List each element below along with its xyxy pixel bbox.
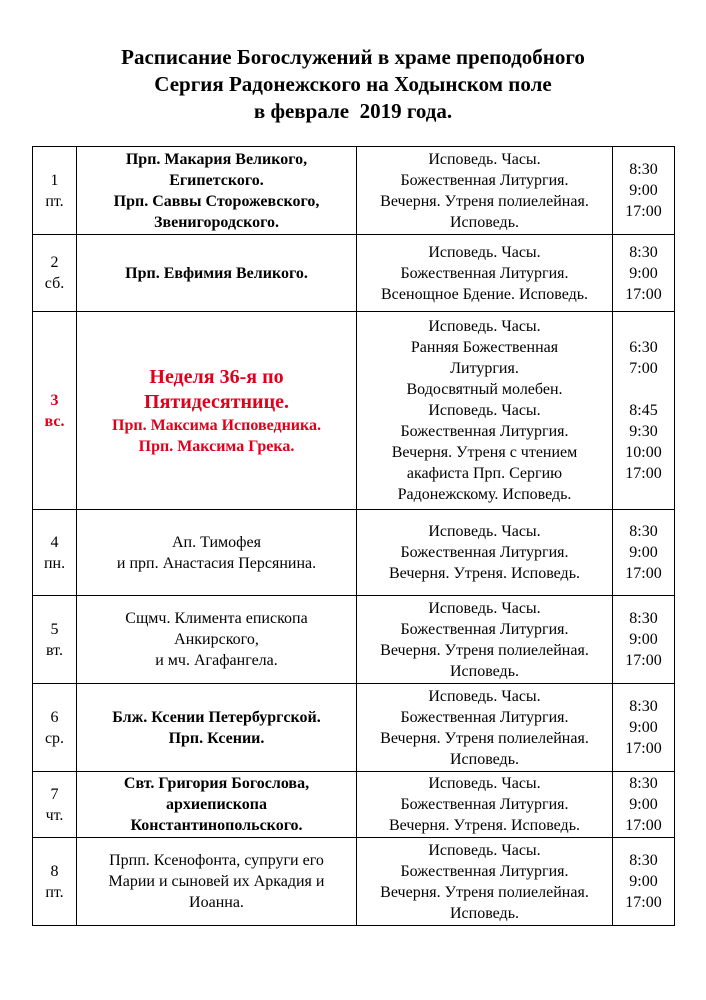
- title-line-2: Сергия Радонежского на Ходынском поле: [154, 72, 552, 96]
- service-line: Вечерня. Утреня полиелейная.: [380, 729, 589, 747]
- service-line: Божественная Литургия.: [400, 796, 569, 813]
- service-line: Исповедь. Часы.: [428, 402, 541, 419]
- service-line: Исповедь. Часы.: [428, 687, 541, 705]
- time-value: 17:00: [625, 817, 662, 834]
- date-cell: [33, 838, 77, 926]
- time-value: 17:00: [625, 652, 662, 669]
- time-value: 6:30: [629, 339, 658, 356]
- date-cell: [33, 147, 77, 235]
- day-number: 5: [50, 620, 59, 638]
- time-value: 8:30: [629, 161, 658, 178]
- service-line: Исповедь. Часы.: [428, 150, 541, 168]
- date-cell: [33, 235, 77, 312]
- feast-line: Прпп. Ксенофонта, супруги его: [109, 852, 324, 869]
- day-number: 4: [50, 533, 59, 551]
- feast-cell: [77, 312, 357, 510]
- date-cell: [33, 684, 77, 772]
- title-line-3: в феврале 2019 года.: [253, 99, 453, 123]
- feast-line: Прп. Евфимия Великого.: [125, 264, 308, 282]
- day-number: 7: [50, 785, 59, 803]
- times-cell: [613, 235, 675, 312]
- service-line: Исповедь. Часы.: [428, 841, 541, 859]
- feast-cell: [77, 838, 357, 926]
- table-row: [33, 312, 675, 510]
- weekday: ср.: [44, 729, 65, 747]
- time-value: 9:30: [629, 423, 658, 440]
- service-line: Вечерня. Утреня полиелейная.: [380, 641, 589, 659]
- service-line: Божественная Литургия.: [400, 862, 569, 880]
- service-line: Вечерня. Утреня полиелейная.: [380, 883, 589, 901]
- feast-cell: [77, 510, 357, 596]
- services-cell: [357, 312, 613, 510]
- day-number: 2: [50, 254, 59, 271]
- time-value: 9:00: [629, 264, 658, 282]
- service-line: Исповедь.: [449, 904, 519, 922]
- service-line: Всенощное Бдение. Исповедь.: [380, 285, 589, 303]
- service-line: Вечерня. Утреня с чтением: [391, 444, 578, 461]
- service-line: Исповедь.: [449, 662, 519, 680]
- feast-line: Анкирского,: [174, 631, 259, 648]
- weekday: вс.: [44, 412, 65, 430]
- service-line: Исповедь. Часы.: [428, 243, 541, 261]
- feast-line: Иоанна.: [189, 894, 244, 911]
- table-row: [33, 235, 675, 312]
- times-cell: [613, 510, 675, 596]
- table-row: [33, 147, 675, 235]
- time-value: 17:00: [625, 203, 662, 220]
- service-line: Божественная Литургия.: [400, 264, 569, 282]
- feast-line: Марии и сыновей их Аркадия и: [108, 873, 325, 890]
- feast-line: Прп. Саввы Сторожевского,: [113, 192, 320, 210]
- service-line: Литургия.: [450, 360, 519, 377]
- title-line-1: Расписание Богослужений в храме преподобного: [121, 45, 585, 69]
- feast-line: Прп. Максима Грека.: [138, 437, 295, 455]
- weekday: пн.: [43, 554, 66, 572]
- feast-cell: [77, 235, 357, 312]
- services-cell: [357, 510, 613, 596]
- feast-line: Константинопольского.: [130, 817, 303, 834]
- table-row: [33, 510, 675, 596]
- times-cell: [613, 312, 675, 510]
- feast-line: Прп. Ксении.: [168, 729, 265, 747]
- service-line: Исповедь.: [449, 750, 519, 768]
- feast-cell: [77, 772, 357, 838]
- date-cell: [33, 510, 77, 596]
- day-number: 6: [50, 708, 59, 726]
- time-value: 17:00: [625, 285, 662, 303]
- time-value: 8:30: [629, 610, 658, 627]
- table-row: [33, 596, 675, 684]
- weekday: пт.: [45, 192, 64, 210]
- service-line: Ранняя Божественная: [410, 339, 559, 356]
- table-row: [33, 772, 675, 838]
- times-cell: [613, 772, 675, 838]
- time-value: 17:00: [625, 740, 662, 757]
- feast-cell: [77, 596, 357, 684]
- time-value: [613, 379, 674, 400]
- times-cell: [613, 838, 675, 926]
- times-cell: [613, 596, 675, 684]
- feast-cell: [77, 147, 357, 235]
- time-value: 10:00: [625, 444, 662, 461]
- time-value: 8:30: [629, 698, 658, 715]
- service-line: акафиста Прп. Сергию: [406, 465, 563, 482]
- feast-line: Ап. Тимофея: [171, 533, 261, 551]
- feast-line: Свт. Григория Богослова,: [123, 775, 310, 792]
- time-value: 8:30: [629, 852, 658, 869]
- services-cell: [357, 838, 613, 926]
- service-line: Вечерня. Утреня. Исповедь.: [389, 817, 580, 834]
- time-value: 8:30: [629, 775, 658, 792]
- service-line: Божественная Литургия.: [400, 544, 569, 561]
- table-row: [33, 838, 675, 926]
- feast-title-line: Неделя 36-я по: [149, 365, 284, 388]
- service-line: Божественная Литургия.: [400, 620, 569, 638]
- time-value: 7:00: [629, 360, 658, 377]
- time-value: 8:45: [629, 402, 658, 419]
- time-value: 17:00: [625, 894, 662, 911]
- day-number: 3: [50, 391, 59, 409]
- time-value: 9:00: [629, 544, 658, 561]
- time-value: 9:00: [629, 631, 658, 648]
- times-cell: [613, 147, 675, 235]
- time-value: 8:30: [629, 523, 658, 540]
- date-cell: [33, 772, 77, 838]
- time-value: 9:00: [629, 873, 658, 890]
- feast-line: Египетского.: [169, 171, 264, 189]
- weekday: сб.: [44, 275, 65, 292]
- services-cell: [357, 596, 613, 684]
- feast-line: архиепископа: [166, 796, 267, 813]
- times-cell: [613, 684, 675, 772]
- service-line: Исповедь. Часы.: [428, 775, 541, 792]
- time-value: 17:00: [625, 565, 662, 582]
- time-value: 8:30: [629, 243, 658, 261]
- services-cell: [357, 684, 613, 772]
- service-line: Вечерня. Утреня. Исповедь.: [389, 565, 580, 582]
- weekday: чт.: [45, 806, 64, 824]
- date-cell: [33, 312, 77, 510]
- service-line: Исповедь. Часы.: [428, 599, 541, 617]
- service-line: Исповедь. Часы.: [428, 318, 541, 335]
- schedule-table: [32, 146, 675, 926]
- service-line: Радонежскому. Исповедь.: [397, 486, 572, 503]
- day-number: 8: [50, 862, 59, 880]
- service-line: Водосвятный молебен.: [406, 381, 563, 398]
- services-cell: [357, 147, 613, 235]
- feast-line: и мч. Агафангела.: [155, 652, 278, 669]
- time-value: 17:00: [625, 465, 662, 482]
- feast-line: Прп. Максима Исповедника.: [112, 416, 321, 434]
- time-value: 9:00: [629, 182, 658, 199]
- services-cell: [357, 772, 613, 838]
- time-value: 9:00: [629, 796, 658, 813]
- weekday: вт.: [46, 641, 63, 659]
- time-value: 9:00: [629, 719, 658, 736]
- feast-cell: [77, 684, 357, 772]
- feast-title-line: Пятидесятнице.: [144, 390, 289, 413]
- page-title: [0, 44, 706, 125]
- feast-line: и прп. Анастасия Персянина.: [116, 554, 317, 572]
- service-line: Божественная Литургия.: [400, 423, 569, 440]
- service-line: Божественная Литургия.: [400, 171, 569, 189]
- services-cell: [357, 235, 613, 312]
- service-line: Божественная Литургия.: [400, 708, 569, 726]
- feast-line: Блж. Ксении Петербургской.: [112, 708, 321, 726]
- service-line: Вечерня. Утреня полиелейная.: [380, 192, 589, 210]
- feast-line: Звенигородского.: [154, 213, 279, 231]
- table-row: [33, 684, 675, 772]
- day-number: 1: [50, 171, 59, 189]
- feast-line: Прп. Макария Великого,: [125, 150, 308, 168]
- service-line: Исповедь. Часы.: [428, 523, 541, 540]
- service-line: Исповедь.: [449, 213, 519, 231]
- weekday: пт.: [45, 883, 64, 901]
- feast-line: Сщмч. Климента епископа: [125, 610, 308, 627]
- date-cell: [33, 596, 77, 684]
